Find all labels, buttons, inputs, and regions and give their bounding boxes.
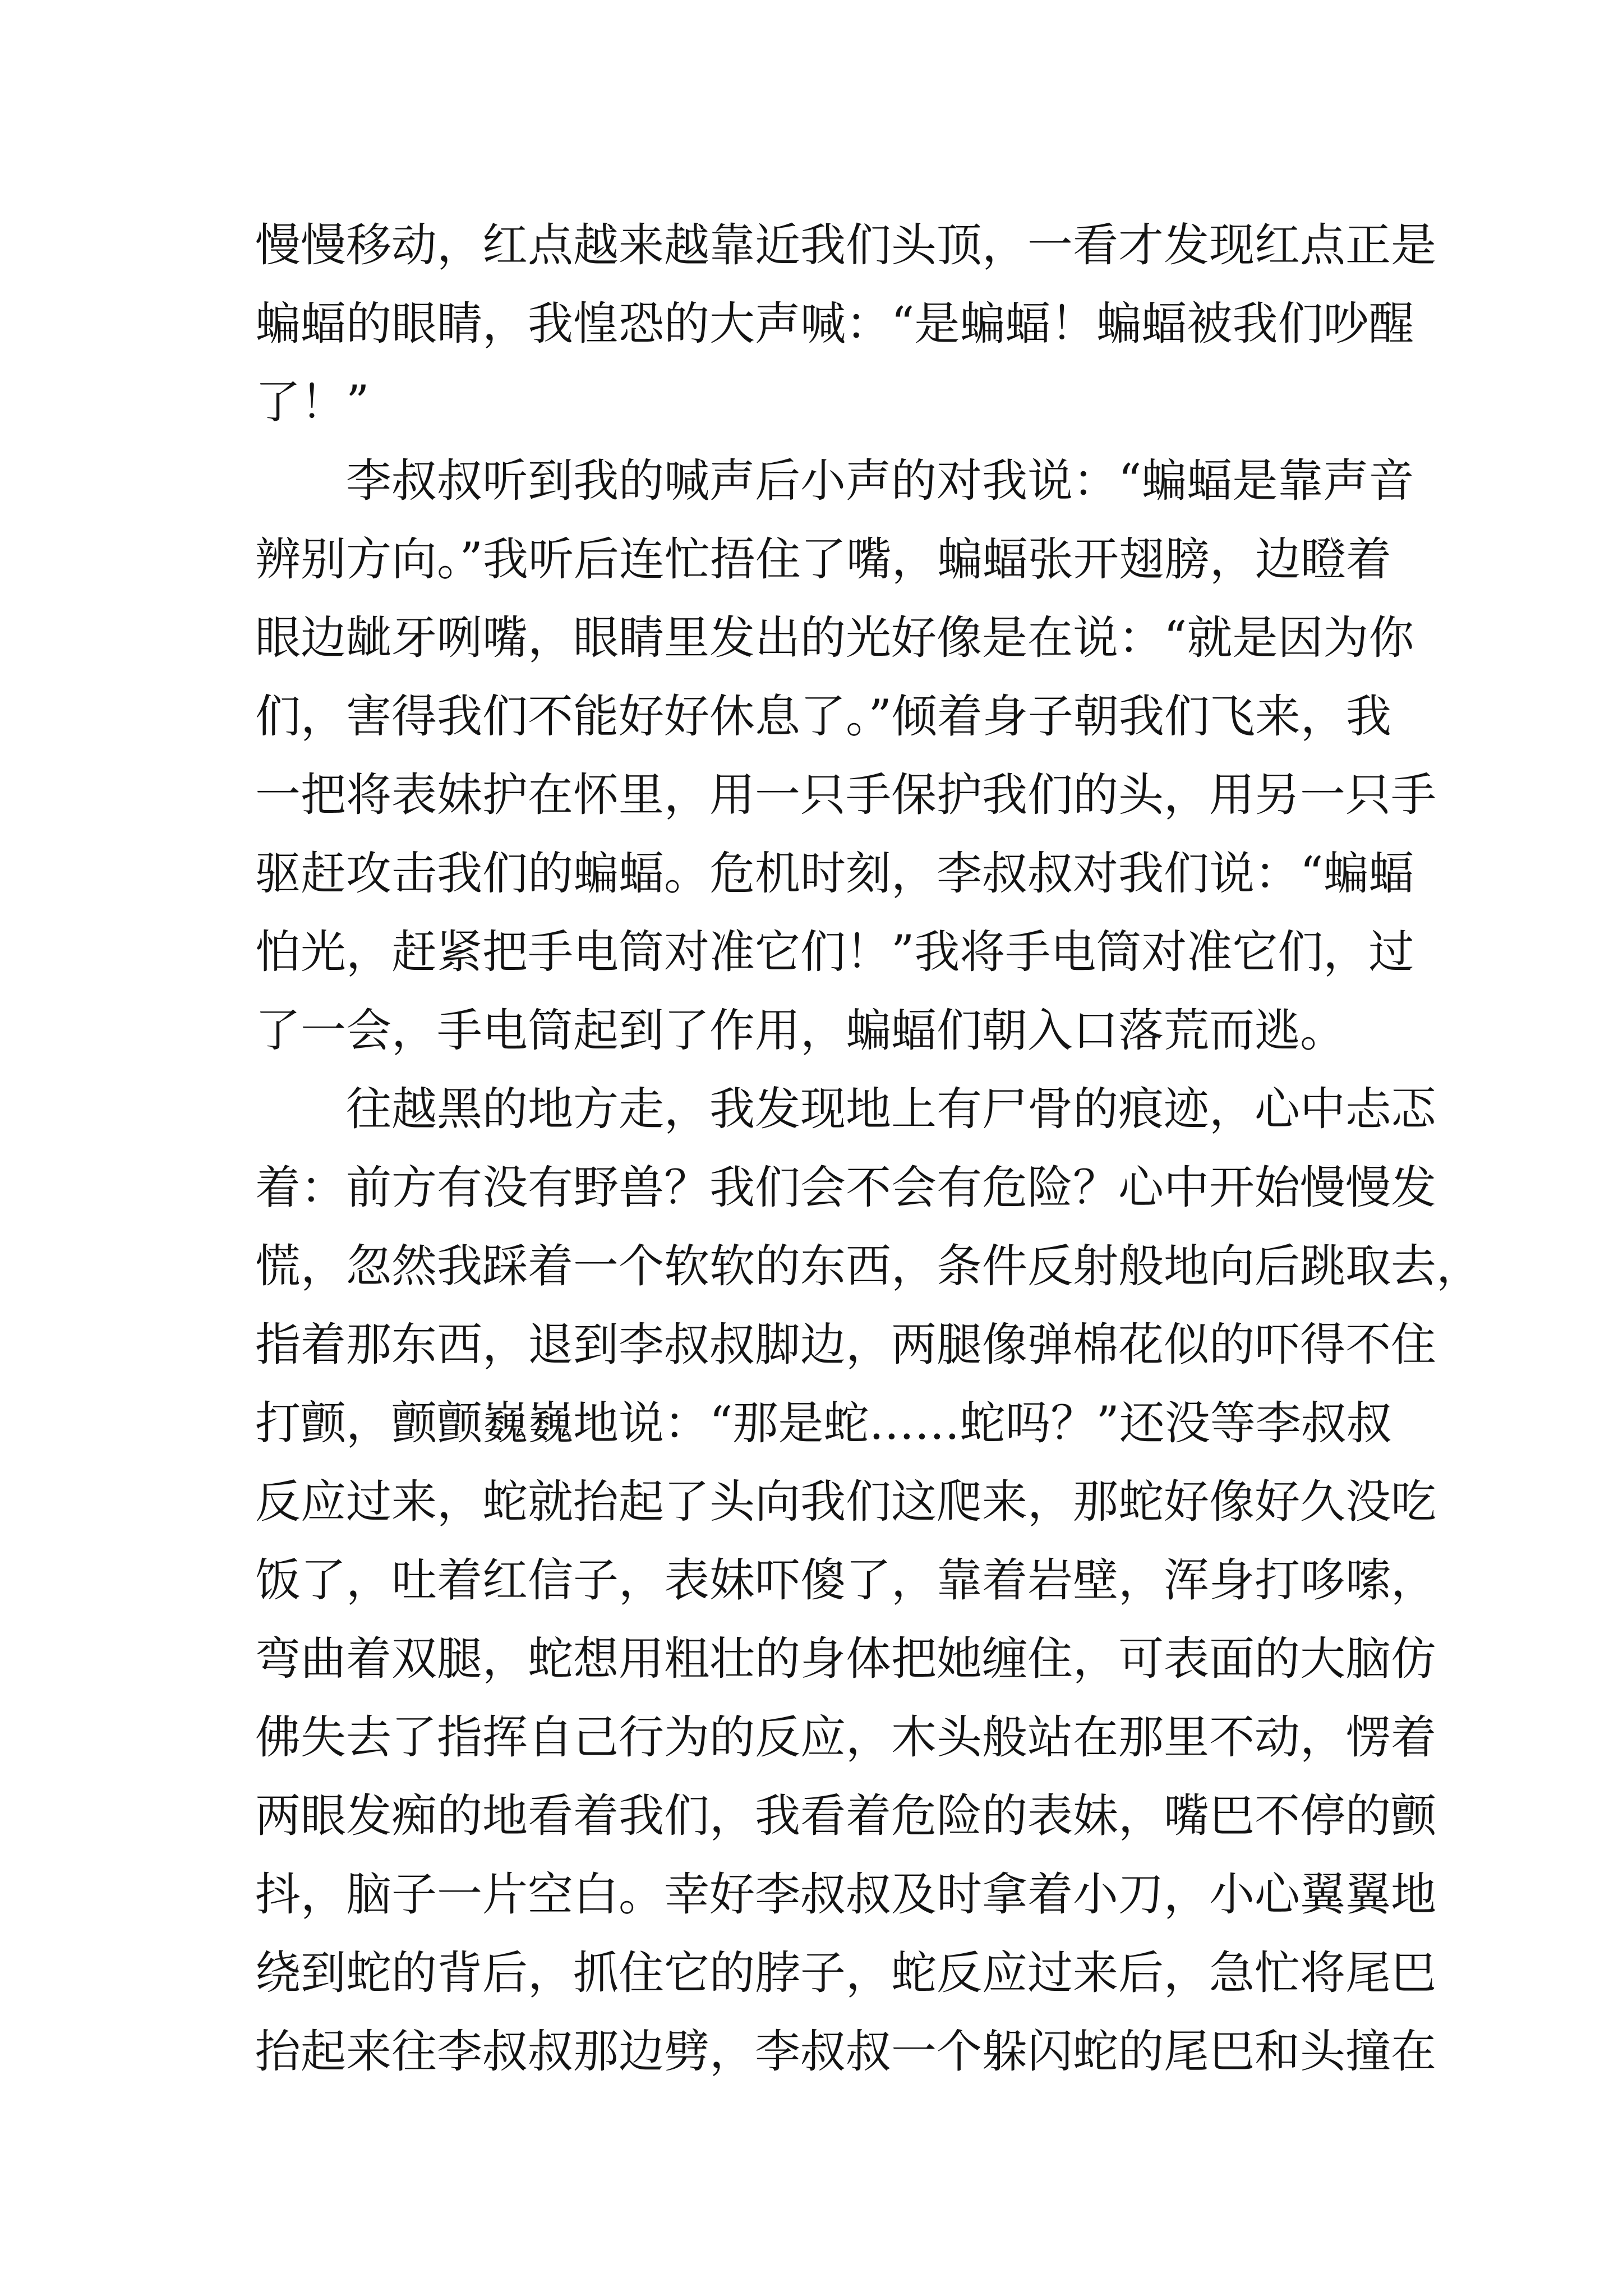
- text-line: 了！”: [255, 376, 370, 429]
- text-line: 慢慢移动，红点越来越靠近我们头顶，一看才发现红点正是: [255, 219, 1437, 272]
- text-line: 打颤，颤颤巍巍地说：“那是蛇……蛇吗？”还没等李叔叔: [255, 1397, 1392, 1450]
- text-line: 一把将表妹护在怀里，用一只手保护我们的头，用另一只手: [255, 769, 1437, 822]
- text-line: 佛失去了指挥自己行为的反应，木头般站在那里不动，愣着: [255, 1711, 1437, 1764]
- text-line: 抖，脑子一片空白。幸好李叔叔及时拿着小刀，小心翼翼地: [255, 1869, 1437, 1921]
- text-line: 辨别方向。”我听后连忙捂住了嘴，蝙蝠张开翅膀，边瞪着: [255, 533, 1391, 586]
- text-line: 蝙蝠的眼睛，我惶恐的大声喊：“是蝙蝠！蝙蝠被我们吵醒: [255, 298, 1414, 351]
- text-line: 着：前方有没有野兽？我们会不会有危险？心中开始慢慢发: [255, 1162, 1437, 1214]
- text-line: 抬起来往李叔叔那边劈，李叔叔一个躲闪蛇的尾巴和头撞在: [255, 2026, 1437, 2078]
- text-line: 了一会，手电筒起到了作用，蝙蝠们朝入口落荒而逃。: [255, 1005, 1346, 1057]
- paragraph-first-line: 李叔叔听到我的喊声后小声的对我说：“蝙蝠是靠声音: [346, 455, 1414, 508]
- text-line: 饭了，吐着红信子，表妹吓傻了，靠着岩壁，浑身打哆嗦，: [255, 1554, 1437, 1607]
- text-line: 驱赶攻击我们的蝙蝠。危机时刻，李叔叔对我们说：“蝙蝠: [255, 848, 1414, 900]
- text-line: 弯曲着双腿，蛇想用粗壮的身体把她缠住，可表面的大脑仿: [255, 1633, 1437, 1686]
- text-line: 指着那东西，退到李叔叔脚边，两腿像弹棉花似的吓得不住: [255, 1319, 1437, 1372]
- text-line: 绕到蛇的背后，抓住它的脖子，蛇反应过来后，急忙将尾巴: [255, 1947, 1437, 2000]
- text-line: 两眼发痴的地看着我们，我看着危险的表妹，嘴巴不停的颤: [255, 1790, 1437, 1843]
- paragraph-first-line: 往越黑的地方走，我发现地上有尸骨的痕迹，心中忐忑: [346, 1083, 1437, 1136]
- text-line: 慌，忽然我踩着一个软软的东西，条件反射般地向后跳取去，: [255, 1240, 1482, 1293]
- text-line: 反应过来，蛇就抬起了头向我们这爬来，那蛇好像好久没吃: [255, 1476, 1437, 1529]
- text-line: 眼边龇牙咧嘴，眼睛里发出的光好像是在说：“就是因为你: [255, 612, 1414, 665]
- text-line: 怕光，赶紧把手电筒对准它们！”我将手电筒对准它们，过: [255, 926, 1414, 979]
- text-line: 们，害得我们不能好好休息了。”倾着身子朝我们飞来，我: [255, 691, 1391, 743]
